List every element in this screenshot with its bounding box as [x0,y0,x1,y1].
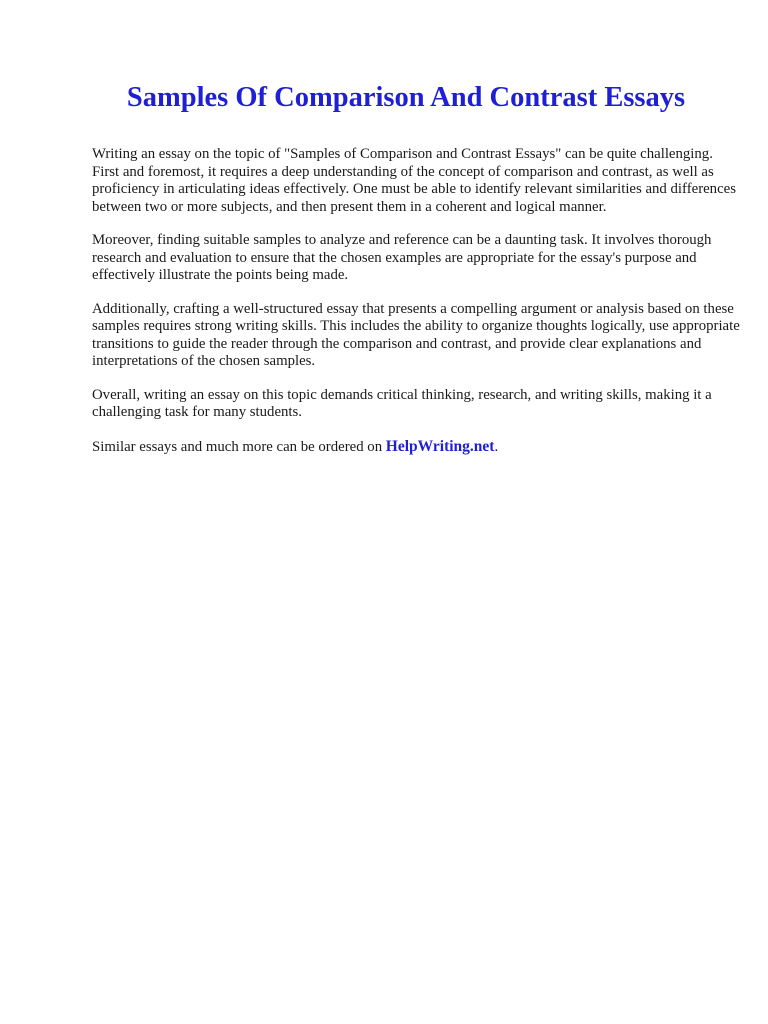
closing-suffix: . [494,438,499,455]
paragraph-1: Writing an essay on the topic of "Samples of Comparison and Contrast Essays" can be quite challenging. First and foremost, it requires a deep understanding of the concept of comparison and contrast, as well as proficiency in articulating ideas effectively. One must be able to identify relevant similarities and differences between two or more subjects, and then present them in a coherent and logical manner. [92,146,736,215]
closing-prefix: Similar essays and much more can be ordered on [92,438,386,455]
paragraph-3: Additionally, crafting a well-structured essay that presents a compelling argument or analysis based on these samples requires strong writing skills. This includes the ability to organize thoughts logically, use appropriate transitions to guide the reader through the comparison and contrast, and provide clear explanations and interpretations of the chosen samples. [92,300,740,369]
helpwriting-link[interactable]: HelpWriting.net [385,437,495,455]
closing-paragraph [92,438,742,457]
paragraph-2: Moreover, finding suitable samples to analyze and reference can be a daunting task. It involves thorough research and evaluation to ensure that the chosen examples are appropriate for the essay's purpose and effectively illustrate the points being made. [92,232,712,283]
page-title: Samples Of Comparison And Contrast Essays [126,82,686,113]
paragraph-4: Overall, writing an essay on this topic demands critical thinking, research, and writing skills, making it a challenging task for many students. [92,386,712,420]
document-body [92,146,742,472]
